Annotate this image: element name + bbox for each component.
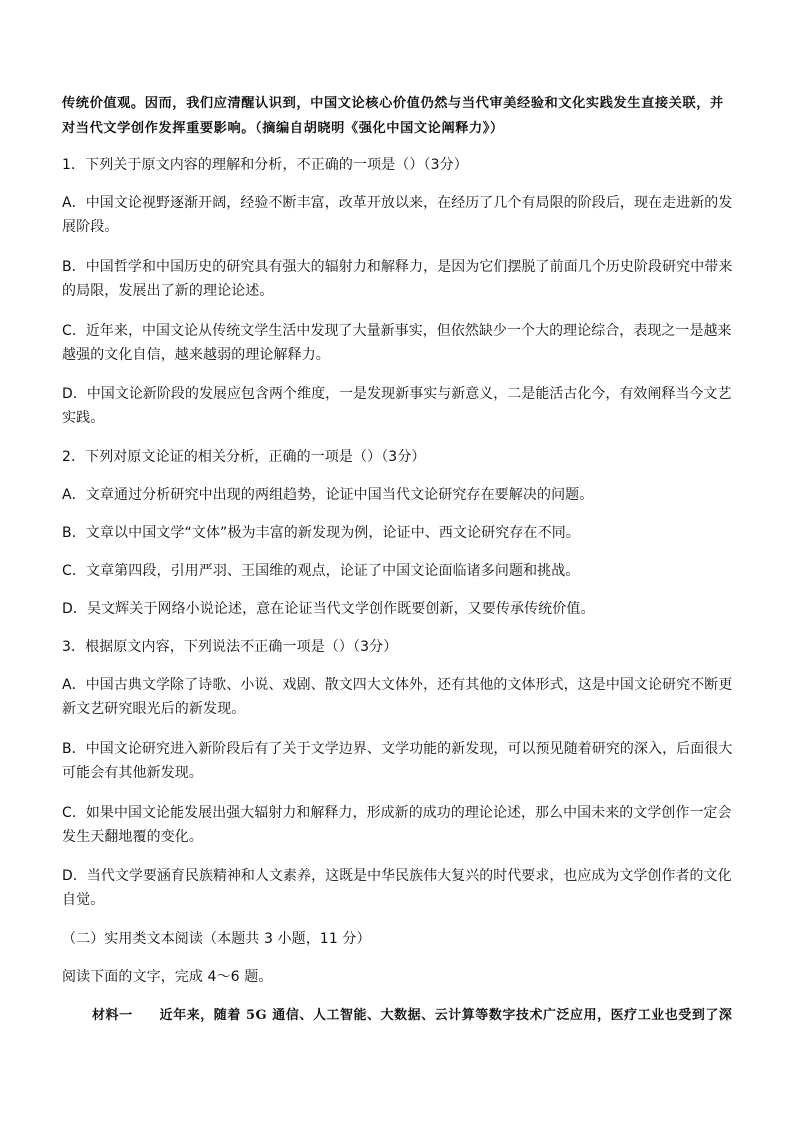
question-3-stem: 3．根据原文内容，下列说法不正确一项是（）（3分） (62, 639, 398, 655)
question-1-option-a: A．中国文论视野逐渐开阔，经验不断丰富，改革开放以来，在经历了几个有局限的阶段后，现在走进新的发 (62, 195, 733, 211)
question-1-option-d: D．中国文论新阶段的发展应包含两个维度，一是发现新事实与新意义，二是能活古化今，有效阐释当今文艺 (62, 386, 732, 402)
question-3-option-a-cont: 新文艺研究眼光后的新发现。 (62, 701, 246, 717)
question-1-option-a-cont: 展阶段。 (62, 219, 119, 235)
intro-line-1: 传统价值观。因而，我们应清醒认识到，中国文论核心价值仍然与当代审美经验和文化实践发生直接关联，并 (62, 96, 724, 111)
reading-instruction: 阅读下面的文字，完成 4～6 题。 (62, 969, 273, 985)
section-heading: （二）实用类文本阅读（本题共 3 小题，11 分） (62, 931, 371, 947)
question-1-option-c-cont: 越强的文化自信，越来越弱的理论解释力。 (62, 347, 330, 363)
question-3-option-a: A．中国古典文学除了诗歌、小说、戏剧、散文四大文体外，还有其他的文体形式，这是中国文论研究不断更 (62, 677, 733, 693)
question-3-option-d: D．当代文学要涵育民族精神和人文素养，这既是中华民族伟大复兴的时代要求，也应成为文学创作者的文化 (62, 868, 732, 884)
question-2-option-a: A．文章通过分析研究中出现的两组趋势，论证中国当代文论研究存在要解决的问题。 (62, 487, 594, 503)
question-2-option-c: C．文章第四段，引用严羽、王国维的观点，论证了中国文论面临诸多问题和挑战。 (62, 563, 580, 579)
question-3-option-c: C．如果中国文论能发展出强大辐射力和解释力，形成新的成功的理论论述，那么中国未来的文学创作一定会 (62, 805, 732, 821)
question-3-option-c-cont: 发生天翻地覆的变化。 (62, 829, 203, 845)
question-1-option-c: C．近年来，中国文论从传统文学生活中发现了大量新事实，但依然缺少一个大的理论综合，表现之一是越来 (62, 323, 732, 339)
question-1-option-b-cont: 的局限，发展出了新的理论论述。 (62, 283, 274, 299)
question-3-option-d-cont: 自觉。 (62, 892, 105, 908)
question-2-stem: 2．下列对原文论证的相关分析，正确的一项是（）（3分） (62, 449, 426, 465)
question-1-option-d-cont: 实践。 (62, 410, 105, 426)
intro-line-2: 对当代文学创作发挥重要影响。（摘编自胡晓明《强化中国文论阐释力》） (62, 121, 504, 136)
material-1-paragraph: 材料一 近年来，随着 5G 通信、人工智能、大数据、云计算等数字技术广泛应用，医疗工业也受到了深 (92, 1008, 733, 1023)
question-1-option-b: B．中国哲学和中国历史的研究具有强大的辐射力和解释力，是因为它们摆脱了前面几个历史阶段研究中带来 (62, 259, 733, 275)
question-2-option-d: D．吴文辉关于网络小说论述，意在论证当代文学创作既要创新，又要传承传统价值。 (62, 601, 595, 617)
question-3-option-b-cont: 可能会有其他新发现。 (62, 765, 203, 781)
question-2-option-b: B．文章以中国文学“文体”极为丰富的新发现为例，论证中、西文论研究存在不同。 (62, 525, 580, 541)
question-1-stem: 1．下列关于原文内容的理解和分析，不正确的一项是（）（3分） (62, 157, 468, 173)
question-3-option-b: B．中国文论研究进入新阶段后有了关于文学边界、文学功能的新发现，可以预见随着研究的深入，后面很大 (62, 741, 733, 757)
